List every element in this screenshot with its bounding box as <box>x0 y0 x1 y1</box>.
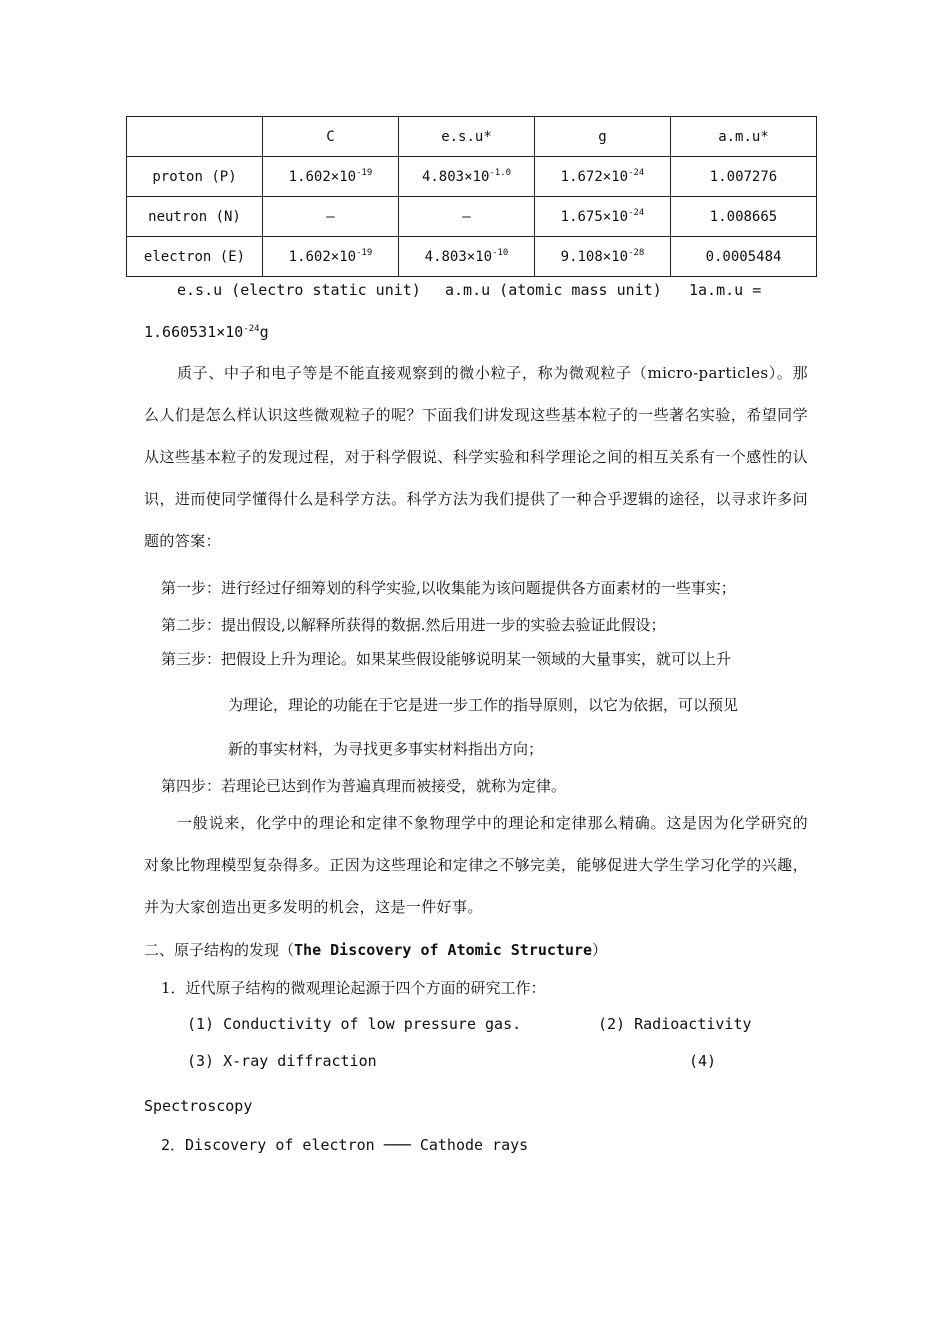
particle-name: electron (E) <box>127 237 263 277</box>
step-2: 第二步：提出假设,以解释所获得的数据.然后用进一步的实验去验证此假设； <box>161 616 666 634</box>
charge-c: — <box>263 197 399 237</box>
charge-c: $1.602\times 10^{-19}$ <box>263 237 399 277</box>
intro-paragraph: 质子、中子和电子等是不能直接观察到的微小粒子，称为微观粒子（micro-particles）。那么人们是怎么样认识这些微观粒子的呢？下面我们讲发现这些基本粒子的一些著名实验，希望同学从这些基本粒子的发现过程，对于科学假说、科学实验和科学理论之间的相互关系有一个感性的认识，进而使同学懂得什么是科学方法。科学方法为我们提供了一种合乎逻辑的途径，以寻求许多问题的答案： <box>144 364 808 550</box>
research-area-3: (3) X-ray diffraction <box>187 1052 377 1070</box>
charge-esu: $4.803\times 10^{-10}$ <box>399 237 535 277</box>
table-header-cell: e.s.u* <box>399 117 535 157</box>
mass-g: $1.675\times 10^{-24}$ <box>535 197 671 237</box>
research-area-1: (1) Conductivity of low pressure gas. <box>187 1015 522 1033</box>
charge-esu: $4.803\times 10^{-1.0}$ <box>399 157 535 197</box>
table-row <box>127 237 817 277</box>
mass-g: $1.672\times 10^{-24}$ <box>535 157 671 197</box>
table-header-row <box>127 117 817 157</box>
item-1-label: 1．近代原子结构的微观理论起源于四个方面的研究工作： <box>161 979 546 997</box>
step-1: 第一步：进行经过仔细筹划的科学实验,以收集能为该问题提供各方面素材的一些事实； <box>161 579 736 597</box>
table-header-cell: g <box>535 117 671 157</box>
charge-c: $1.602\times 10^{-19}$ <box>263 157 399 197</box>
particle-properties-table <box>126 116 817 277</box>
table-header-cell: a.m.u* <box>671 117 817 157</box>
step-4: 第四步：若理论已达到作为普遍真理而被接受，就称为定律。 <box>161 777 567 795</box>
research-area-2: (2) Radioactivity <box>598 1015 752 1033</box>
mass-g: $9.108\times 10^{-28}$ <box>535 237 671 277</box>
step-3-line-1: 第三步：把假设上升为理论。如果某些假设能够说明某一领域的大量事实，就可以上升 <box>161 650 732 668</box>
amu-value: $1.660531\times 10^{-24}g$ <box>144 323 269 341</box>
charge-esu: — <box>399 197 535 237</box>
table-row <box>127 197 817 237</box>
amu-equation: 1a.m.u = <box>689 281 762 299</box>
research-area-4-text: Spectroscopy <box>144 1097 253 1115</box>
particle-name: proton (P) <box>127 157 263 197</box>
mass-amu: 1.007276 <box>671 157 817 197</box>
amu-definition: a.m.u (atomic mass unit) <box>445 281 662 299</box>
general-paragraph: 一般说来，化学中的理论和定律不象物理学中的理论和定律那么精确。这是因为化学研究的对象比物理模型复杂得多。正因为这些理论和定律之不够完美，能够促进大学生学习化学的兴趣，并为大家创造出更多发明的机会，这是一件好事。 <box>144 814 808 916</box>
esu-definition: e.s.u (electro static unit) <box>177 281 421 299</box>
table-header-cell: C <box>263 117 399 157</box>
step-3-line-2: 为理论，理论的功能在于它是进一步工作的指导原则，以它为依据，可以预见 <box>228 696 739 714</box>
research-area-4-number: (4) <box>689 1052 717 1070</box>
mass-amu: 0.0005484 <box>671 237 817 277</box>
table-header-cell <box>127 117 263 157</box>
mass-amu: 1.008665 <box>671 197 817 237</box>
item-2-label: 2．Discovery of electron ─── Cathode rays <box>161 1136 529 1154</box>
particle-name: neutron (N) <box>127 197 263 237</box>
section-2-heading: 二、原子结构的发现（The Discovery of Atomic Structure） <box>144 941 608 959</box>
step-3-line-3: 新的事实材料，为寻找更多事实材料指出方向； <box>228 740 544 758</box>
table-row <box>127 157 817 197</box>
